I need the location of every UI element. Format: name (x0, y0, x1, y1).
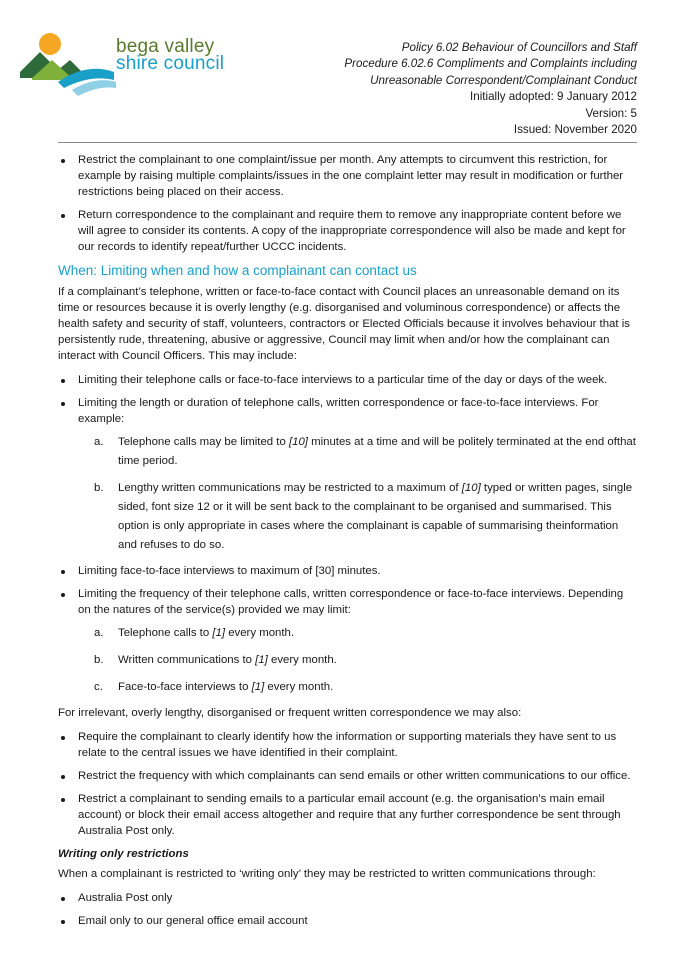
sublist-marker: b. (94, 654, 104, 666)
list-item: Australia Post only (58, 890, 636, 906)
hills-logo-icon (18, 30, 118, 102)
section-heading: When: Limiting when and how a complainant can contact us (58, 263, 417, 278)
sublist-text: Written communications to (118, 654, 256, 666)
sublist-item (78, 624, 636, 643)
writing-only-bullet-list (58, 890, 636, 929)
intro-paragraph: If a complainant’s telephone, written or face-to-face contact with Council places an unreasonable demand on its time or resources because it is overly lengthy (e.g. disorganised and voluminous correspondence) or affects the health safety and security of staff, volunteers, contractors or Elected Officials because it involves behaviour that is persistently rude, threatening, abusive or aggressive, Council may limit when and/or how the complainant can interact with Council Officers. This may include: (58, 286, 630, 362)
issued-date: Issued: November 2020 (513, 123, 637, 137)
sublist-item (78, 479, 636, 555)
sublist-marker: a. (94, 627, 104, 639)
writing-only-paragraph: When a complainant is restricted to ‘writing only’ they may be restricted to written communications through: (58, 868, 596, 880)
document-body (58, 152, 636, 936)
list-item: Restrict the complainant to one complaint/issue per month. Any attempts to circumvent this restriction, for example by raising multiple complaints/issues in the one complaint letter may result in modification or further restrictions being placed on their access. (58, 152, 636, 200)
limit-value: [1] (255, 654, 268, 666)
list-item (58, 586, 636, 697)
document-header-meta (344, 40, 637, 138)
council-logo (18, 30, 248, 102)
sublist-marker: c. (94, 681, 103, 693)
limit-value: [10] (461, 482, 481, 494)
sublist-text: minutes at a time and will be politely terminated at the end ofthat time period. (118, 436, 636, 467)
sublist-text: Lengthy written communications may be restricted to a maximum of (118, 482, 462, 494)
sublist-marker: b. (94, 482, 104, 494)
irrelevant-bullet-list (58, 729, 636, 839)
sublist-text: Telephone calls may be limited to (118, 436, 289, 448)
sublist-text: every month. (264, 681, 334, 693)
sublist-text: every month. (225, 627, 295, 639)
sublist-text: Telephone calls to (118, 627, 213, 639)
limit-value: [1] (212, 627, 226, 639)
limit-value: [10] (288, 436, 308, 448)
procedure-title-line-2: Unreasonable Correspondent/Complainant Conduct (370, 73, 637, 87)
list-item: Limiting their telephone calls or face-to-face interviews to a particular time of the day or days of the week. (58, 372, 636, 388)
list-item: Limiting face-to-face interviews to maximum of [30] minutes. (58, 563, 636, 579)
version-number: Version: 5 (585, 106, 637, 120)
adopted-date: Initially adopted: 9 January 2012 (470, 90, 637, 104)
list-item: Return correspondence to the complainant and require them to remove any inappropriate content before we will agree to consider its contents. A copy of the inappropriate correspondence will also be made and kept for our records to identify repeat/further UCCC incidents. (58, 207, 636, 255)
header-divider (58, 142, 637, 143)
sublist-text: every month. (267, 654, 337, 666)
list-item-text: Limiting the length or duration of telephone calls, written correspondence or face-to-face interviews. For example: (78, 397, 599, 425)
sublist-item (78, 433, 636, 471)
logo-line-1: bega valley (116, 36, 215, 57)
list-item-text: Limiting the frequency of their telephone calls, written correspondence or face-to-face interviews. Depending on the natures of the service(s) provided we may limit: (78, 588, 624, 616)
list-item (58, 395, 636, 555)
writing-only-heading: Writing only restrictions (58, 848, 189, 860)
irrelevant-correspondence-paragraph: For irrelevant, overly lengthy, disorganised or frequent written correspondence we may also: (58, 707, 522, 719)
procedure-title-line-1: Procedure 6.02.6 Compliments and Complaints including (344, 57, 637, 71)
sublist-marker: a. (94, 436, 104, 448)
sublist-text: Face-to-face interviews to (118, 681, 252, 693)
policy-title: Policy 6.02 Behaviour of Councillors and Staff (401, 41, 637, 54)
logo-line-2: shire council (116, 53, 225, 74)
list-item: Email only to our general office email account (58, 913, 636, 929)
list-item: Restrict the frequency with which complainants can send emails or other written communications to our office. (58, 768, 636, 784)
limit-value: [1] (251, 681, 265, 693)
sublist-item (78, 678, 636, 697)
duration-sublist (78, 433, 636, 555)
top-bullet-list (58, 152, 636, 255)
frequency-sublist (78, 624, 636, 697)
limits-bullet-list (58, 372, 636, 697)
list-item: Restrict a complainant to sending emails to a particular email account (e.g. the organisation’s main email account) or block their email access altogether and require that any further correspondence be sent through Australia Post only. (58, 791, 636, 839)
list-item: Require the complainant to clearly identify how the information or supporting materials they have sent to us relate to the central issues we have identified in their complaint. (58, 729, 636, 761)
sublist-item (78, 651, 636, 670)
sublist-text: typed or written pages, single sided, font size 12 or it will be sent back to the complainant to be organised and summarised. This option is only appropriate in cases where the complainant is capable of summarising theinformation and refuses to do so. (118, 482, 633, 551)
logo-wordmark (116, 38, 224, 72)
